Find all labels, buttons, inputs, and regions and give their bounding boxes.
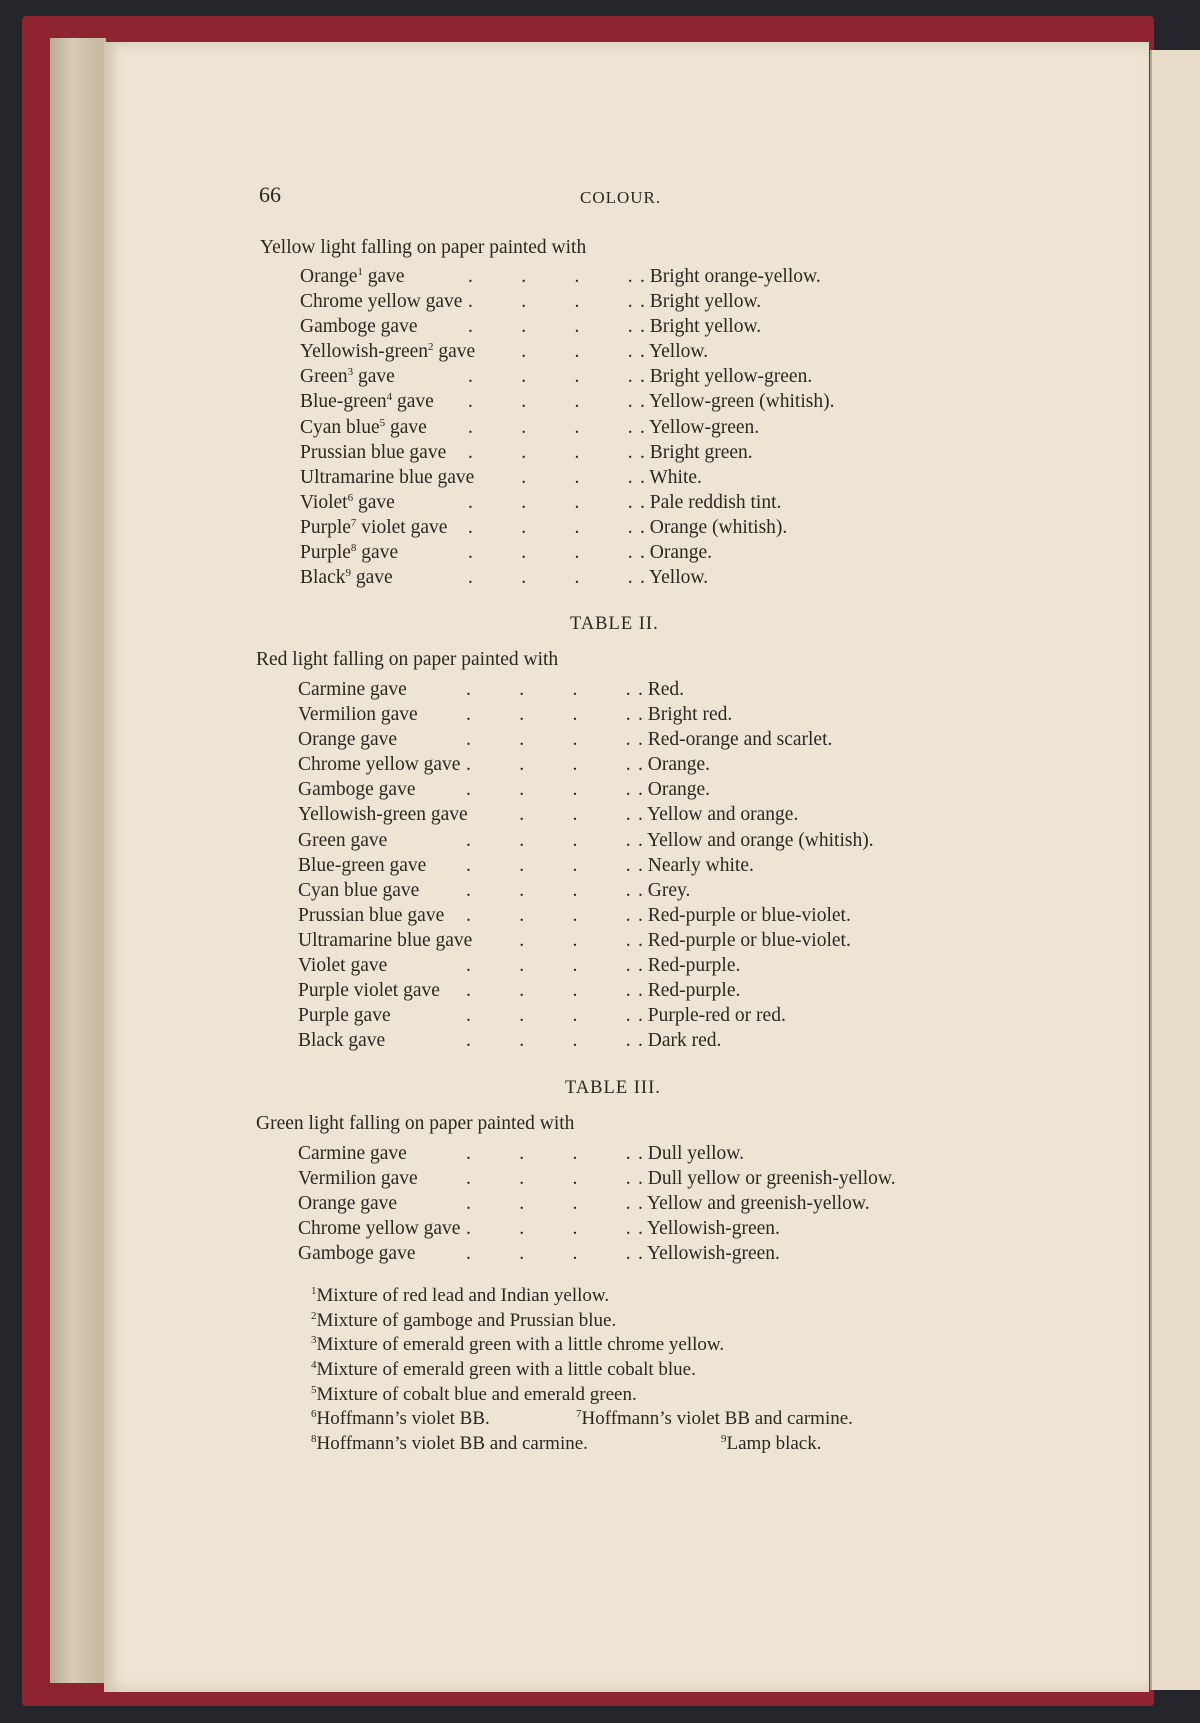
footnote-number: 7 bbox=[576, 1408, 582, 1421]
dots bbox=[468, 415, 638, 440]
dots bbox=[466, 777, 636, 802]
table-row bbox=[300, 490, 900, 515]
footnote: $^3$Mixture of emerald green with a little chrome yellow. bbox=[311, 1334, 725, 1356]
table-row bbox=[298, 1028, 948, 1053]
page-number: 66 bbox=[259, 182, 281, 207]
row-subject: Purple$^8$ gave bbox=[300, 540, 402, 565]
row-subject: Gamboge gave bbox=[300, 314, 422, 339]
row-subject: Black$^9$ gave bbox=[300, 565, 397, 590]
dots bbox=[468, 264, 638, 289]
row-subject: Gamboge gave bbox=[298, 1241, 420, 1266]
table-row bbox=[298, 702, 948, 727]
dots bbox=[466, 677, 636, 702]
row-subject: Chrome yellow gave bbox=[298, 1216, 464, 1241]
row-result: . Yellow and greenish-yellow. bbox=[638, 1193, 870, 1215]
footnote-number: 5 bbox=[311, 1383, 317, 1396]
footnote-marker: 4 bbox=[386, 391, 393, 404]
row-result: . Yellow. bbox=[640, 567, 709, 589]
row-result: . Bright yellow. bbox=[640, 316, 762, 338]
row-subject: Green$^3$ gave bbox=[300, 364, 399, 389]
row-result: . Pale reddish tint. bbox=[640, 491, 782, 513]
table-row bbox=[298, 1003, 948, 1028]
footnote-number: 8 bbox=[311, 1433, 317, 1446]
dots bbox=[466, 727, 636, 752]
row-result: . Red-purple or blue-violet. bbox=[638, 929, 851, 951]
footnote-number: 6 bbox=[311, 1408, 317, 1421]
dots bbox=[466, 853, 636, 878]
footnote-line bbox=[311, 1407, 971, 1432]
dots bbox=[466, 878, 636, 903]
footnote-line bbox=[311, 1432, 971, 1457]
dots bbox=[468, 515, 638, 540]
row-result: . Nearly white. bbox=[638, 854, 754, 876]
table-row bbox=[300, 264, 900, 289]
row-result: . Grey. bbox=[638, 879, 691, 901]
row-result: . Red. bbox=[638, 679, 685, 700]
row-subject: Black gave bbox=[298, 1028, 389, 1053]
table-row bbox=[298, 878, 948, 903]
row-subject: Carmine gave bbox=[298, 677, 411, 702]
footnote-number: 3 bbox=[311, 1334, 317, 1347]
dots bbox=[468, 465, 638, 490]
table-row bbox=[298, 1216, 948, 1241]
table-row bbox=[298, 903, 948, 928]
row-result: . Bright green. bbox=[640, 441, 753, 463]
table-row bbox=[300, 289, 900, 314]
dots bbox=[468, 289, 638, 314]
dots bbox=[466, 928, 636, 953]
table1-intro: Yellow light falling on paper painted with bbox=[260, 237, 587, 258]
footnote: $^4$Mixture of emerald green with a little cobalt blue. bbox=[311, 1359, 696, 1381]
row-result: . Purple-red or red. bbox=[638, 1005, 786, 1027]
row-subject: Blue-green$^4$ gave bbox=[300, 389, 438, 414]
table2-rows bbox=[298, 677, 948, 1053]
table-row bbox=[300, 339, 900, 364]
row-result: . Red-purple or blue-violet. bbox=[638, 904, 851, 926]
footnote-line bbox=[311, 1358, 971, 1383]
footnote-number: 2 bbox=[311, 1309, 317, 1322]
footnote-marker: 6 bbox=[347, 491, 354, 504]
row-subject: Chrome yellow gave bbox=[300, 289, 466, 314]
dots bbox=[466, 953, 636, 978]
table-row bbox=[300, 465, 900, 490]
row-subject: Green gave bbox=[298, 828, 391, 853]
dots bbox=[468, 565, 638, 590]
footnote-line bbox=[311, 1309, 971, 1334]
table-row bbox=[300, 515, 900, 540]
dots bbox=[466, 1166, 636, 1191]
row-subject: Prussian blue gave bbox=[300, 440, 450, 465]
footnote: $^9$Lamp black. bbox=[721, 1433, 822, 1455]
dots bbox=[468, 339, 638, 364]
table-row bbox=[300, 540, 900, 565]
table-row bbox=[298, 1166, 948, 1191]
dots bbox=[466, 1216, 636, 1241]
row-result: . Bright yellow-green. bbox=[640, 366, 813, 388]
table-row bbox=[298, 802, 948, 827]
dots bbox=[466, 1141, 636, 1166]
table-row bbox=[300, 389, 900, 414]
row-subject: Yellowish-green gave bbox=[298, 802, 472, 827]
footnote: $^7$Hoffmann’s violet BB and carmine. bbox=[576, 1408, 853, 1430]
table-row bbox=[300, 364, 900, 389]
dots bbox=[466, 978, 636, 1003]
table-row bbox=[300, 314, 900, 339]
row-result: . Yellow-green. bbox=[640, 416, 760, 438]
row-result: . Bright red. bbox=[638, 704, 733, 726]
table-row bbox=[300, 440, 900, 465]
row-result: . Dull yellow or greenish-yellow. bbox=[638, 1168, 896, 1190]
row-subject: Chrome yellow gave bbox=[298, 752, 464, 777]
row-result: . White. bbox=[640, 466, 702, 488]
table-row bbox=[298, 752, 948, 777]
footnote: $^8$Hoffmann’s violet BB and carmine. bbox=[311, 1433, 588, 1455]
row-result: . Red-purple. bbox=[638, 980, 741, 1002]
row-subject: Vermilion gave bbox=[298, 1166, 422, 1191]
footnote-marker: 7 bbox=[350, 516, 357, 529]
table-row bbox=[298, 928, 948, 953]
dots bbox=[466, 802, 636, 827]
dots bbox=[468, 540, 638, 565]
dots bbox=[466, 1003, 636, 1028]
row-result: . Orange. bbox=[638, 754, 711, 776]
footnotes bbox=[311, 1284, 971, 1457]
dots bbox=[466, 1191, 636, 1216]
page-edges bbox=[50, 38, 106, 1683]
row-subject: Orange gave bbox=[298, 1191, 401, 1216]
dots bbox=[466, 828, 636, 853]
row-result: . Dark red. bbox=[638, 1030, 722, 1052]
footnote: $^2$Mixture of gamboge and Prussian blue. bbox=[311, 1309, 617, 1331]
running-head: COLOUR. bbox=[580, 188, 662, 207]
table3-heading: TABLE III. bbox=[565, 1078, 661, 1098]
footnote-marker: 8 bbox=[350, 542, 357, 555]
table-row bbox=[298, 828, 948, 853]
footnote: $^6$Hoffmann’s violet BB. bbox=[311, 1408, 490, 1430]
row-subject: Ultramarine blue gave bbox=[298, 928, 476, 953]
table-row bbox=[298, 853, 948, 878]
dots bbox=[466, 1241, 636, 1266]
footnote-marker: 1 bbox=[357, 266, 363, 278]
table-row bbox=[300, 415, 900, 440]
table-row bbox=[300, 565, 900, 590]
dots bbox=[466, 1028, 636, 1053]
row-subject: Orange$^1$ gave bbox=[300, 264, 409, 289]
table-row bbox=[298, 953, 948, 978]
row-subject: Cyan blue$^5$ gave bbox=[300, 415, 431, 440]
row-result: . Bright orange-yellow. bbox=[640, 266, 821, 287]
table-row bbox=[298, 727, 948, 752]
footnote-number: 4 bbox=[311, 1359, 317, 1372]
row-result: . Yellowish-green. bbox=[638, 1218, 780, 1240]
footnote-marker: 2 bbox=[428, 341, 434, 354]
footnote-number: 1 bbox=[311, 1285, 317, 1297]
dots bbox=[468, 440, 638, 465]
row-subject: Cyan blue gave bbox=[298, 878, 423, 903]
row-subject: Yellowish-green$^2$ gave bbox=[300, 339, 479, 364]
footnote-marker: 5 bbox=[379, 416, 386, 429]
row-subject: Prussian blue gave bbox=[298, 903, 448, 928]
row-subject: Carmine gave bbox=[298, 1141, 411, 1166]
dots bbox=[466, 702, 636, 727]
dots bbox=[468, 490, 638, 515]
row-result: . Yellowish-green. bbox=[638, 1243, 780, 1265]
footnote-marker: 9 bbox=[345, 567, 351, 580]
table-row bbox=[298, 1191, 948, 1216]
dots bbox=[468, 389, 638, 414]
dots bbox=[468, 314, 638, 339]
dots bbox=[466, 903, 636, 928]
row-result: . Yellow-green (whitish). bbox=[640, 391, 835, 413]
dots bbox=[466, 752, 636, 777]
footnote-number: 9 bbox=[721, 1433, 727, 1446]
row-subject: Violet gave bbox=[298, 953, 391, 978]
row-result: . Yellow and orange. bbox=[638, 804, 799, 826]
row-subject: Purple gave bbox=[298, 1003, 395, 1028]
footnote: $^5$Mixture of cobalt blue and emerald green. bbox=[311, 1383, 637, 1405]
row-result: . Red-orange and scarlet. bbox=[638, 729, 833, 751]
row-subject: Ultramarine blue gave bbox=[300, 465, 478, 490]
row-subject: Purple violet gave bbox=[298, 978, 444, 1003]
table2-heading: TABLE II. bbox=[570, 614, 659, 634]
footnote-marker: 3 bbox=[347, 366, 354, 379]
row-subject: Vermilion gave bbox=[298, 702, 422, 727]
footnote-line bbox=[311, 1383, 971, 1408]
table2-intro: Red light falling on paper painted with bbox=[256, 649, 559, 670]
row-subject: Violet$^6$ gave bbox=[300, 490, 399, 515]
row-result: . Orange. bbox=[640, 542, 713, 564]
footnote: $^1$Mixture of red lead and Indian yellow. bbox=[311, 1285, 610, 1306]
table-row bbox=[298, 777, 948, 802]
footnote-line bbox=[311, 1333, 971, 1358]
table3-rows bbox=[298, 1141, 948, 1266]
table1-rows bbox=[300, 264, 900, 590]
table-row bbox=[298, 677, 948, 702]
table-row bbox=[298, 978, 948, 1003]
row-subject: Orange gave bbox=[298, 727, 401, 752]
row-result: . Dull yellow. bbox=[638, 1143, 744, 1164]
row-subject: Gamboge gave bbox=[298, 777, 420, 802]
row-result: . Orange. bbox=[638, 779, 711, 801]
footnote-line bbox=[311, 1284, 971, 1309]
row-result: . Yellow. bbox=[640, 341, 709, 363]
row-result: . Red-purple. bbox=[638, 955, 741, 977]
table-row bbox=[298, 1241, 948, 1266]
row-result: . Orange (whitish). bbox=[640, 516, 788, 538]
row-subject: Blue-green gave bbox=[298, 853, 430, 878]
dots bbox=[468, 364, 638, 389]
table3-intro: Green light falling on paper painted with bbox=[256, 1113, 575, 1134]
row-subject: Purple$^7$ violet gave bbox=[300, 515, 451, 540]
table-row bbox=[298, 1141, 948, 1166]
facing-page-edge bbox=[1150, 50, 1200, 1690]
row-result: . Yellow and orange (whitish). bbox=[638, 829, 874, 851]
row-result: . Bright yellow. bbox=[640, 291, 762, 313]
